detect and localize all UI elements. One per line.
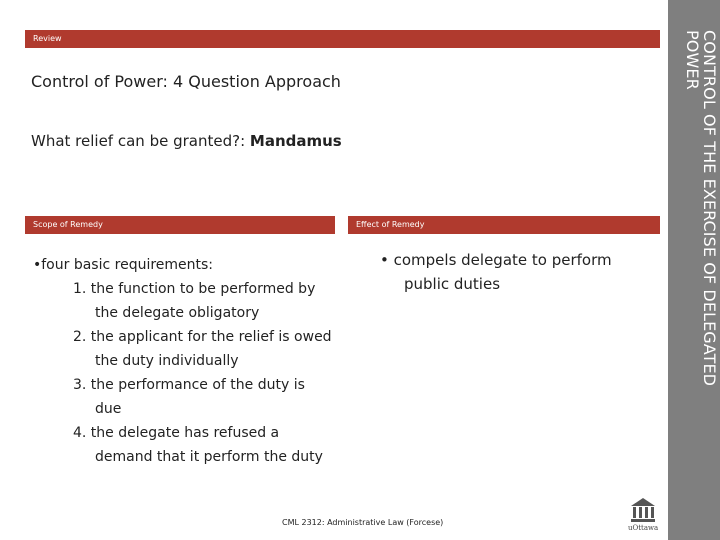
requirement-item: 1. the function to be performed by the delegate obligatory bbox=[73, 281, 316, 321]
side-panel bbox=[668, 0, 720, 540]
requirement-item: 2. the applicant for the relief is owed the duty individually bbox=[73, 329, 332, 369]
requirements-list bbox=[33, 277, 333, 469]
question-line bbox=[31, 132, 342, 150]
logo-text: uOttawa bbox=[628, 524, 659, 532]
side-title: CONTROL OF THE EXERCISE OF DELEGATED POWER bbox=[683, 30, 719, 387]
scope-header: Scope of Remedy bbox=[25, 216, 335, 234]
requirement-item: 4. the delegate has refused a demand that it perform the duty bbox=[73, 425, 323, 465]
effect-item: • compels delegate to perform public duties bbox=[380, 251, 612, 293]
footer-course: CML 2312: Administrative Law (Forcese) bbox=[282, 518, 444, 527]
scope-list bbox=[33, 253, 333, 469]
effect-header: Effect of Remedy bbox=[348, 216, 660, 234]
requirement-item: 3. the performance of the duty is due bbox=[73, 377, 305, 417]
review-tag-bar: Review bbox=[25, 30, 660, 48]
building-icon bbox=[628, 496, 658, 524]
question-prefix: What relief can be granted?: bbox=[31, 132, 250, 150]
question-emphasis: Mandamus bbox=[249, 132, 342, 150]
slide-title: Control of Power: 4 Question Approach bbox=[31, 72, 341, 91]
scope-lead: •four basic requirements: bbox=[33, 257, 214, 273]
effect-list bbox=[380, 248, 650, 296]
uottawa-logo bbox=[628, 496, 658, 536]
